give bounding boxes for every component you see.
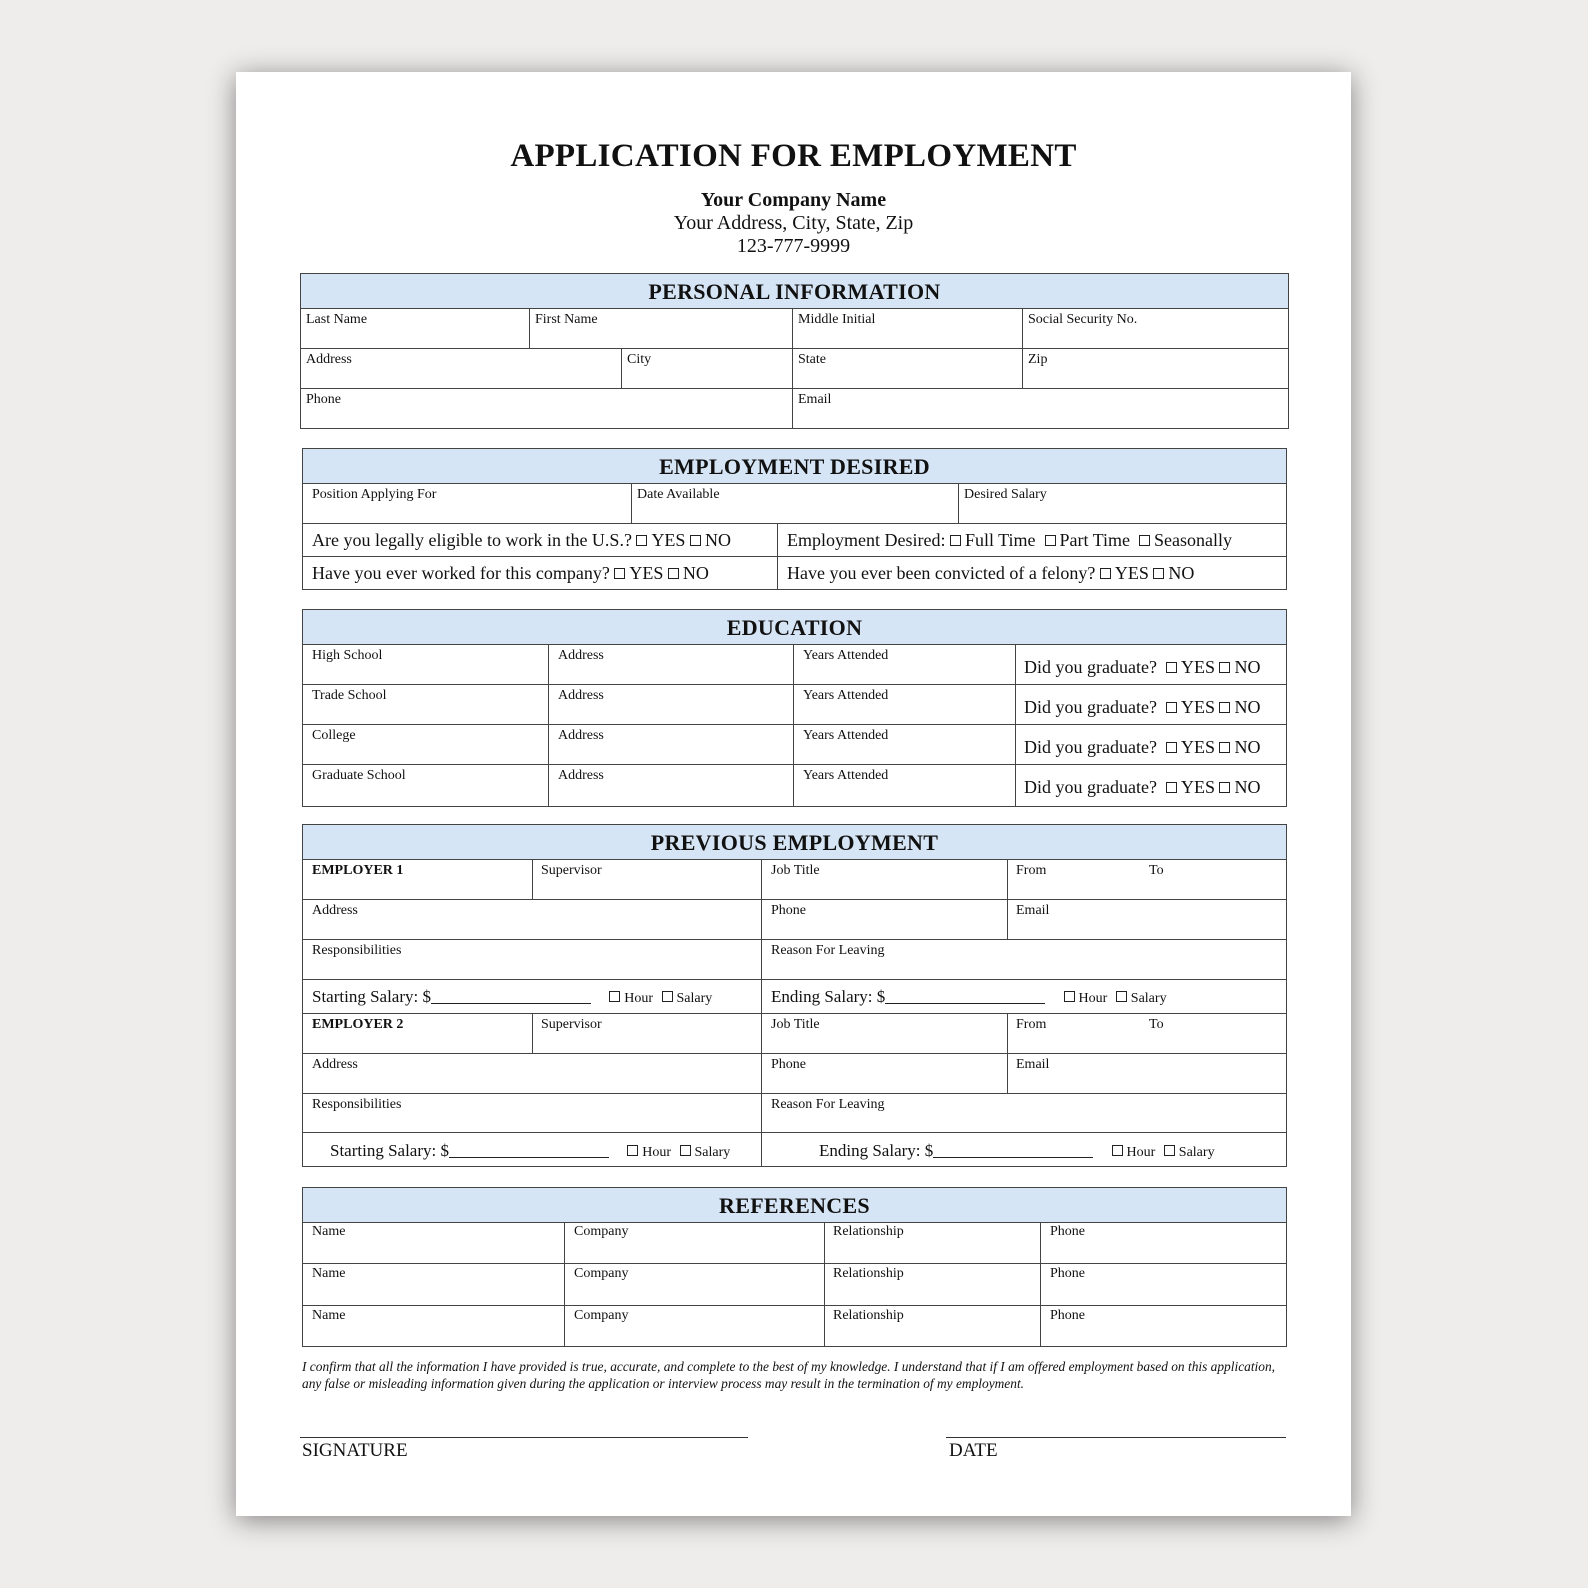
felony-question [787, 563, 1194, 584]
employer-1-start-salary-checkbox[interactable] [662, 991, 673, 1002]
company-address: Your Address, City, State, Zip [673, 212, 914, 234]
first-name-field[interactable]: First Name [535, 312, 598, 327]
employment-type-question [787, 530, 1232, 551]
employer-2-end-hour-checkbox[interactable] [1112, 1145, 1123, 1156]
personal-information-section [300, 273, 1289, 429]
employer-2-supervisor-field[interactable]: Supervisor [541, 1017, 602, 1032]
zip-field[interactable]: Zip [1028, 352, 1048, 367]
desired-salary-field[interactable]: Desired Salary [964, 487, 1047, 502]
employer-2-responsibilities-field[interactable]: Responsibilities [312, 1097, 402, 1112]
ssn-field[interactable]: Social Security No. [1028, 312, 1138, 327]
college-years-field[interactable]: Years Attended [803, 728, 889, 743]
employer-2-end-salary-checkbox[interactable] [1164, 1145, 1175, 1156]
reference-1-phone-field[interactable]: Phone [1050, 1224, 1085, 1239]
no-label: NO [1234, 737, 1261, 757]
high-school-grad-yes-checkbox[interactable] [1166, 662, 1177, 673]
date-available-field[interactable]: Date Available [637, 487, 720, 502]
reference-1-relationship-field[interactable]: Relationship [833, 1224, 904, 1239]
college-grad-yes-checkbox[interactable] [1166, 742, 1177, 753]
employer-2-ending-salary-input[interactable] [933, 1143, 1093, 1158]
graduate-question-text: Did you graduate? [1024, 737, 1157, 757]
employment-desired-heading: EMPLOYMENT DESIRED [303, 449, 1286, 484]
starting-salary-label: Starting Salary: $ [312, 987, 431, 1006]
starting-salary-label: Starting Salary: $ [330, 1141, 449, 1160]
trade-school-address-field[interactable]: Address [558, 688, 604, 703]
yes-label: YES [1180, 777, 1215, 797]
employer-1-email-field[interactable]: Email [1016, 903, 1050, 918]
worked-yes-checkbox[interactable] [614, 568, 625, 579]
trade-school-field[interactable]: Trade School [312, 688, 387, 703]
last-name-field[interactable]: Last Name [306, 312, 368, 327]
employer-1-to-field[interactable]: To [1149, 863, 1164, 878]
employer-1-starting-salary-input[interactable] [431, 989, 591, 1004]
part-time-label: Part Time [1059, 530, 1131, 550]
employer-1-start-hour-checkbox[interactable] [609, 991, 620, 1002]
personal-information-heading: PERSONAL INFORMATION [301, 274, 1288, 309]
reference-2-company-field[interactable]: Company [574, 1266, 629, 1281]
high-school-field[interactable]: High School [312, 648, 383, 663]
graduate-school-address-field[interactable]: Address [558, 768, 604, 783]
felony-question-text: Have you ever been convicted of a felony? [787, 563, 1096, 583]
employer-2-field[interactable]: EMPLOYER 2 [312, 1017, 404, 1032]
employer-1-starting-salary [312, 987, 712, 1007]
college-field[interactable]: College [312, 728, 356, 743]
salary-label: Salary [1130, 991, 1167, 1006]
no-label: NO [1234, 777, 1261, 797]
employment-type-text: Employment Desired: [787, 530, 946, 550]
reference-1-name-field[interactable]: Name [312, 1224, 346, 1239]
middle-initial-field[interactable]: Middle Initial [798, 312, 876, 327]
hour-label: Hour [642, 1145, 672, 1160]
employer-1-job-title-field[interactable]: Job Title [771, 863, 820, 878]
phone-field[interactable]: Phone [306, 392, 341, 407]
reference-2-relationship-field[interactable]: Relationship [833, 1266, 904, 1281]
yes-label: YES [629, 563, 664, 583]
graduate-question-text: Did you graduate? [1024, 697, 1157, 717]
employer-2-email-field[interactable]: Email [1016, 1057, 1050, 1072]
full-time-label: Full Time [964, 530, 1036, 550]
seasonally-checkbox[interactable] [1139, 535, 1150, 546]
employer-1-reason-field[interactable]: Reason For Leaving [771, 943, 885, 958]
part-time-checkbox[interactable] [1045, 535, 1056, 546]
high-school-grad-no-checkbox[interactable] [1219, 662, 1230, 673]
reference-1-company-field[interactable]: Company [574, 1224, 629, 1239]
worked-question [312, 563, 709, 584]
reference-3-phone-field[interactable]: Phone [1050, 1308, 1085, 1323]
eligible-question [312, 530, 731, 551]
eligible-no-checkbox[interactable] [690, 535, 701, 546]
ending-salary-label: Ending Salary: $ [771, 987, 886, 1006]
employer-2-start-salary-checkbox[interactable] [680, 1145, 691, 1156]
graduate-school-grad-yes-checkbox[interactable] [1166, 782, 1177, 793]
trade-school-grad-no-checkbox[interactable] [1219, 702, 1230, 713]
seasonally-label: Seasonally [1154, 530, 1233, 550]
salary-label: Salary [676, 991, 713, 1006]
trade-school-grad-yes-checkbox[interactable] [1166, 702, 1177, 713]
yes-label: YES [1180, 657, 1215, 677]
date-line[interactable] [946, 1437, 1286, 1438]
employer-1-address-field[interactable]: Address [312, 903, 358, 918]
reference-3-name-field[interactable]: Name [312, 1308, 346, 1323]
yes-label: YES [1180, 697, 1215, 717]
college-graduate-question [1024, 737, 1260, 758]
employer-1-supervisor-field[interactable]: Supervisor [541, 863, 602, 878]
worked-no-checkbox[interactable] [668, 568, 679, 579]
employer-2-address-field[interactable]: Address [312, 1057, 358, 1072]
position-field[interactable]: Position Applying For [312, 487, 437, 502]
trade-school-graduate-question [1024, 697, 1260, 718]
city-field[interactable]: City [627, 352, 652, 367]
worked-question-text: Have you ever worked for this company? [312, 563, 610, 583]
salary-label: Salary [694, 1145, 731, 1160]
graduate-school-grad-no-checkbox[interactable] [1219, 782, 1230, 793]
employer-2-start-hour-checkbox[interactable] [627, 1145, 638, 1156]
reference-2-name-field[interactable]: Name [312, 1266, 346, 1281]
hour-label: Hour [624, 991, 654, 1006]
signature-line[interactable] [300, 1437, 748, 1438]
employer-2-ending-salary [819, 1141, 1215, 1161]
yes-label: YES [651, 530, 686, 550]
employer-2-starting-salary-input[interactable] [449, 1143, 609, 1158]
state-field[interactable]: State [798, 352, 826, 367]
references-section [302, 1187, 1287, 1347]
college-grad-no-checkbox[interactable] [1219, 742, 1230, 753]
employment-desired-section [302, 448, 1287, 590]
address-field[interactable]: Address [306, 352, 352, 367]
reference-3-relationship-field[interactable]: Relationship [833, 1308, 904, 1323]
no-label: NO [1234, 657, 1261, 677]
employer-2-starting-salary [330, 1141, 730, 1161]
eligible-question-text: Are you legally eligible to work in the U.S.? [312, 530, 632, 550]
graduate-school-field[interactable]: Graduate School [312, 768, 406, 783]
hour-label: Hour [1078, 991, 1108, 1006]
no-label: NO [1234, 697, 1261, 717]
felony-yes-checkbox[interactable] [1100, 568, 1111, 579]
yes-label: YES [1114, 563, 1149, 583]
company-phone: 123-777-9999 [736, 235, 851, 257]
previous-employment-heading: PREVIOUS EMPLOYMENT [303, 825, 1286, 860]
employer-1-ending-salary-input[interactable] [885, 989, 1045, 1004]
employer-2-phone-field[interactable]: Phone [771, 1057, 806, 1072]
employer-1-phone-field[interactable]: Phone [771, 903, 806, 918]
college-address-field[interactable]: Address [558, 728, 604, 743]
email-field[interactable]: Email [798, 392, 832, 407]
salary-label: Salary [1178, 1145, 1215, 1160]
employer-1-from-field[interactable]: From [1016, 863, 1047, 878]
eligible-yes-checkbox[interactable] [636, 535, 647, 546]
graduate-question-text: Did you graduate? [1024, 657, 1157, 677]
references-heading: REFERENCES [303, 1188, 1286, 1223]
reference-3-company-field[interactable]: Company [574, 1308, 629, 1323]
high-school-years-field[interactable]: Years Attended [803, 648, 889, 663]
education-heading: EDUCATION [303, 610, 1286, 645]
trade-school-years-field[interactable]: Years Attended [803, 688, 889, 703]
hour-label: Hour [1126, 1145, 1156, 1160]
no-label: NO [1168, 563, 1195, 583]
company-name: Your Company Name [700, 189, 887, 211]
full-time-checkbox[interactable] [950, 535, 961, 546]
high-school-address-field[interactable]: Address [558, 648, 604, 663]
signature-label: SIGNATURE [302, 1440, 408, 1461]
felony-no-checkbox[interactable] [1153, 568, 1164, 579]
ending-salary-label: Ending Salary: $ [819, 1141, 934, 1160]
graduate-school-years-field[interactable]: Years Attended [803, 768, 889, 783]
graduate-school-graduate-question [1024, 777, 1260, 798]
employer-1-field[interactable]: EMPLOYER 1 [312, 863, 404, 878]
employer-2-from-field[interactable]: From [1016, 1017, 1047, 1032]
date-label: DATE [949, 1440, 998, 1461]
reference-2-phone-field[interactable]: Phone [1050, 1266, 1085, 1281]
employer-1-ending-salary [771, 987, 1167, 1007]
yes-label: YES [1180, 737, 1215, 757]
employer-2-reason-field[interactable]: Reason For Leaving [771, 1097, 885, 1112]
form-title: APPLICATION FOR EMPLOYMENT [510, 138, 1077, 174]
previous-employment-section [302, 824, 1287, 1167]
employer-1-end-hour-checkbox[interactable] [1064, 991, 1075, 1002]
employer-2-to-field[interactable]: To [1149, 1017, 1164, 1032]
graduate-question-text: Did you graduate? [1024, 777, 1157, 797]
no-label: NO [682, 563, 709, 583]
no-label: NO [704, 530, 731, 550]
education-section [302, 609, 1287, 807]
employer-1-end-salary-checkbox[interactable] [1116, 991, 1127, 1002]
employer-1-responsibilities-field[interactable]: Responsibilities [312, 943, 402, 958]
confirmation-statement: I confirm that all the information I have provided is true, accurate, and complete to the best of my knowledge. I understand that if I am offered employment based on this application, any false or misleading information given during the application or interview process may result in the termination of my employment. [302, 1359, 1276, 1391]
employer-2-job-title-field[interactable]: Job Title [771, 1017, 820, 1032]
high-school-graduate-question [1024, 657, 1260, 678]
application-form-page [236, 72, 1351, 1516]
